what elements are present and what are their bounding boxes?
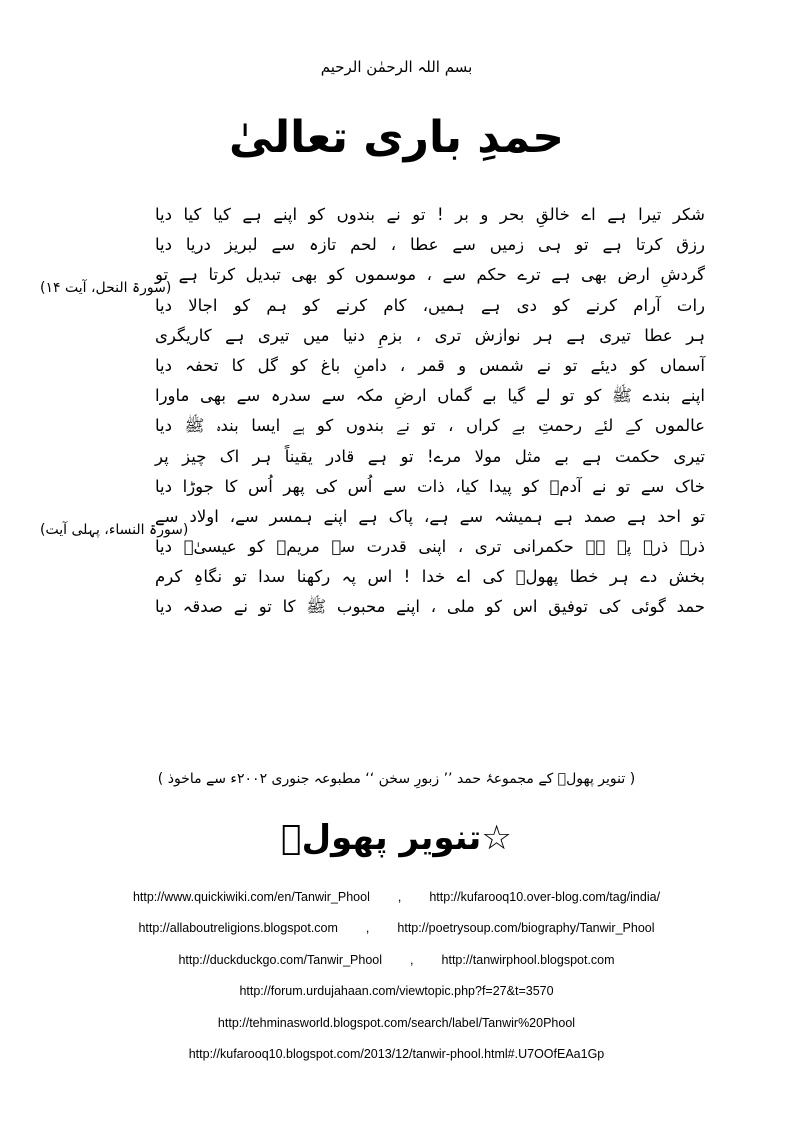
verse-text: بخش دے ہر خطا پھولؔ کی اے خدا ! اس پہ رکھنا سدا تو نگاہِ کرم: [155, 567, 705, 587]
poem-verse: [40, 567, 760, 597]
poem-verse: [40, 507, 760, 537]
reference-link[interactable]: http://forum.urdujahaan.com/viewtopic.php?f=27&t=3570: [239, 984, 554, 999]
verse-reference: (سورۃ النحل، آیت ۱۴): [40, 280, 172, 297]
link-row: [0, 1047, 793, 1078]
verse-text: عالموں کے لئے رحمتِ بے کراں ، تو نے بندوں کو ہے ایسا بندہ ﷺ دیا: [155, 416, 705, 436]
page-title: حمدِ باری تعالیٰ: [229, 112, 564, 163]
reference-link[interactable]: http://kufarooq10.over-blog.com/tag/india/: [429, 890, 661, 904]
verse-text: اپنے بندے ﷺ کو تو لے گیا بے گماں ارضِ مکہ سے سدرہ سے بھی ماورا: [155, 386, 705, 406]
reference-link[interactable]: http://allaboutreligions.blogspot.com: [138, 921, 338, 936]
poem-verse: [40, 326, 760, 356]
link-separator: ,: [397, 890, 402, 904]
poem-verse: [40, 356, 760, 386]
link-row: [0, 953, 793, 984]
link-row: [0, 984, 793, 1015]
bismillah-heading: بسم اللہ الرحمٰن الرحیم: [320, 58, 473, 76]
link-separator: ,: [410, 952, 414, 967]
reference-link[interactable]: http://www.quickiwiki.com/en/Tanwir_Phool: [132, 890, 370, 904]
link-row: [0, 890, 793, 921]
verse-text: حمد گوئی کی توفیق اس کو ملی ، اپنے محبوب ﷺ کا تو نے صدقہ دیا: [155, 597, 705, 617]
verse-text: رات آرام کرنے کو دی ہے ہمیں، کام کرنے کو ہم کو اجالا دیا: [155, 295, 705, 315]
link-row: [0, 1016, 793, 1047]
reference-link[interactable]: http://tanwirphool.blogspot.com: [441, 952, 615, 967]
verse-text: گردشِ ارض بھی ہے ترے حکم سے ، موسموں کو بھی تبدیل کرتا ہے تو: [155, 265, 705, 285]
link-row: [0, 921, 793, 952]
verse-text: ہر عطا تیری ہے ہر نوازش تری ، بزمِ دنیا میں تیری ہے کاریگری: [155, 325, 705, 345]
poem-verse: [40, 537, 760, 567]
poem-verse: [40, 205, 760, 235]
link-separator: ,: [365, 921, 370, 936]
poem-verse: [40, 386, 760, 416]
reference-link[interactable]: http://duckduckgo.com/Tanwir_Phool: [178, 952, 383, 967]
poet-signature: ☆تنویر پھولؔ: [281, 818, 512, 858]
verse-text: تیری حکمت ہے بے مثل مولا مرے! تو ہے قادر یقیناً ہر اک چیز پر: [155, 446, 705, 466]
verse-text: خاک سے تو نے آدمؑ کو پیدا کیا، ذات سے اُس کی پھر اُس کا جوڑا دیا: [155, 476, 705, 496]
verse-text: رزق کرتا ہے تو ہی زمیں سے عطا ، لحم تازہ سے لبریز دریا دیا: [155, 235, 705, 255]
reference-link[interactable]: http://poetrysoup.com/biography/Tanwir_Phool: [397, 921, 655, 936]
verse-reference: (سورۃ النساء، پہلی آیت): [40, 521, 189, 538]
poem: [40, 205, 760, 628]
verse-text: تو احد ہے صمد ہے ہمیشہ سے ہے، پاک ہے اپنے ہمسر سے، اولاد سے: [155, 506, 705, 526]
poem-verse: [40, 447, 760, 477]
poem-verse: [40, 296, 760, 326]
source-note: ( تنویر پھولؔ کے مجموعۂ حمد ’’ زبورِ سخن ‘‘ مطبوعہ جنوری ۲۰۰۲ء سے ماخوذ ): [157, 771, 636, 787]
reference-link[interactable]: http://tehminasworld.blogspot.com/search/label/Tanwir%20Phool: [217, 1015, 576, 1030]
poem-verse: [40, 597, 760, 627]
poem-verse: [40, 416, 760, 446]
verse-text: ذرے ذرے پہ ہے حکمرانی تری ، اپنی قدرت سے مریمؑ کو عیسیٰؑ دیا: [155, 537, 705, 557]
poem-verse: [40, 265, 760, 295]
verse-text: آسماں کو دیئے تو نے شمس و قمر ، دامنِ باغ کو گل کا تحفہ دیا: [155, 355, 705, 375]
link-list: [0, 890, 793, 1078]
verse-text: شکر تیرا ہے اے خالقِ بحر و بر ! تو نے بندوں کو اپنے ہے کیا کیا دیا: [155, 205, 705, 224]
reference-link[interactable]: http://kufarooq10.blogspot.com/2013/12/tanwir-phool.html#.U7OOfEAa1Gp: [188, 1046, 605, 1061]
